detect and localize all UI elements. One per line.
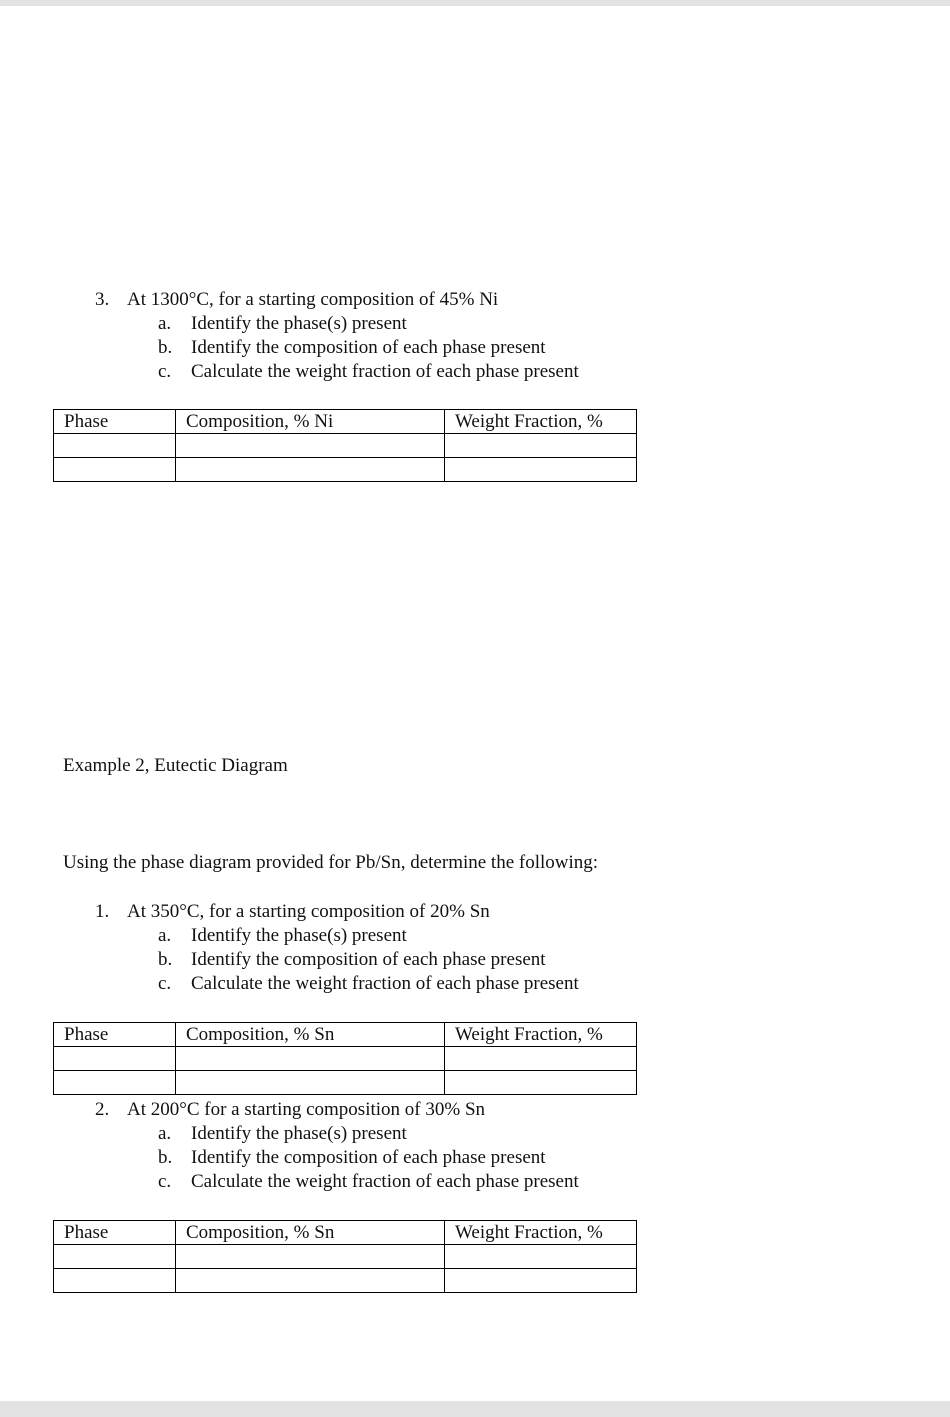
table-row bbox=[54, 434, 637, 458]
header-weight-fraction: Weight Fraction, % bbox=[445, 1221, 637, 1245]
subquestion-a: a. Identify the phase(s) present bbox=[158, 1123, 407, 1144]
header-phase: Phase bbox=[54, 410, 176, 434]
question-text: At 200°C for a starting composition of 30% Sn bbox=[127, 1099, 486, 1120]
answer-cell[interactable] bbox=[54, 1269, 176, 1293]
question-text: At 350°C, for a starting composition of 20% Sn bbox=[127, 901, 490, 922]
answer-cell[interactable] bbox=[54, 434, 176, 458]
answer-table-q2 bbox=[53, 1220, 637, 1293]
table-row bbox=[54, 1071, 637, 1095]
subquestion-c: c. Calculate the weight fraction of each phase present bbox=[158, 361, 579, 382]
top-page-border bbox=[0, 0, 950, 6]
answer-cell[interactable] bbox=[445, 1269, 637, 1293]
table-header-row bbox=[54, 1221, 637, 1245]
bottom-page-border bbox=[0, 1401, 950, 1417]
answer-cell[interactable] bbox=[176, 1047, 445, 1071]
example-2-title: Example 2, Eutectic Diagram bbox=[63, 755, 288, 776]
answer-cell[interactable] bbox=[54, 1245, 176, 1269]
question-text: At 1300°C, for a starting composition of 45% Ni bbox=[127, 289, 499, 310]
subquestion-b: b. Identify the composition of each phase present bbox=[158, 949, 546, 970]
question-2-prompt bbox=[95, 1098, 485, 1122]
header-phase: Phase bbox=[54, 1023, 176, 1047]
answer-cell[interactable] bbox=[445, 1047, 637, 1071]
header-composition: Composition, % Ni bbox=[176, 410, 445, 434]
table-row bbox=[54, 1245, 637, 1269]
subquestion-c: c. Calculate the weight fraction of each phase present bbox=[158, 973, 579, 994]
header-weight-fraction: Weight Fraction, % bbox=[445, 1023, 637, 1047]
table-row bbox=[54, 1047, 637, 1071]
subquestion-a: a. Identify the phase(s) present bbox=[158, 925, 407, 946]
answer-table-q1 bbox=[53, 1022, 637, 1095]
header-phase: Phase bbox=[54, 1221, 176, 1245]
subquestion-b: b. Identify the composition of each phase present bbox=[158, 1147, 546, 1168]
question-3-prompt bbox=[95, 288, 498, 312]
question-1-prompt bbox=[95, 900, 490, 924]
table-header-row bbox=[54, 410, 637, 434]
table-row bbox=[54, 1269, 637, 1293]
header-composition: Composition, % Sn bbox=[176, 1023, 445, 1047]
answer-cell[interactable] bbox=[176, 458, 445, 482]
answer-cell[interactable] bbox=[176, 434, 445, 458]
example-2-instruction: Using the phase diagram provided for Pb/Sn, determine the following: bbox=[63, 852, 599, 873]
answer-cell[interactable] bbox=[54, 1071, 176, 1095]
question-number: 1. bbox=[95, 901, 110, 922]
table-header-row bbox=[54, 1023, 637, 1047]
answer-table-q3 bbox=[53, 409, 637, 482]
answer-cell[interactable] bbox=[445, 434, 637, 458]
subquestion-a: a. Identify the phase(s) present bbox=[158, 313, 407, 334]
table-row bbox=[54, 458, 637, 482]
answer-cell[interactable] bbox=[176, 1269, 445, 1293]
header-composition: Composition, % Sn bbox=[176, 1221, 445, 1245]
answer-cell[interactable] bbox=[445, 458, 637, 482]
answer-cell[interactable] bbox=[445, 1245, 637, 1269]
subquestion-c: c. Calculate the weight fraction of each phase present bbox=[158, 1171, 579, 1192]
header-weight-fraction: Weight Fraction, % bbox=[445, 410, 637, 434]
answer-cell[interactable] bbox=[176, 1071, 445, 1095]
question-number: 3. bbox=[95, 289, 110, 310]
answer-cell[interactable] bbox=[445, 1071, 637, 1095]
answer-cell[interactable] bbox=[54, 458, 176, 482]
question-number: 2. bbox=[95, 1099, 110, 1120]
answer-cell[interactable] bbox=[54, 1047, 176, 1071]
subquestion-b: b. Identify the composition of each phase present bbox=[158, 337, 546, 358]
answer-cell[interactable] bbox=[176, 1245, 445, 1269]
